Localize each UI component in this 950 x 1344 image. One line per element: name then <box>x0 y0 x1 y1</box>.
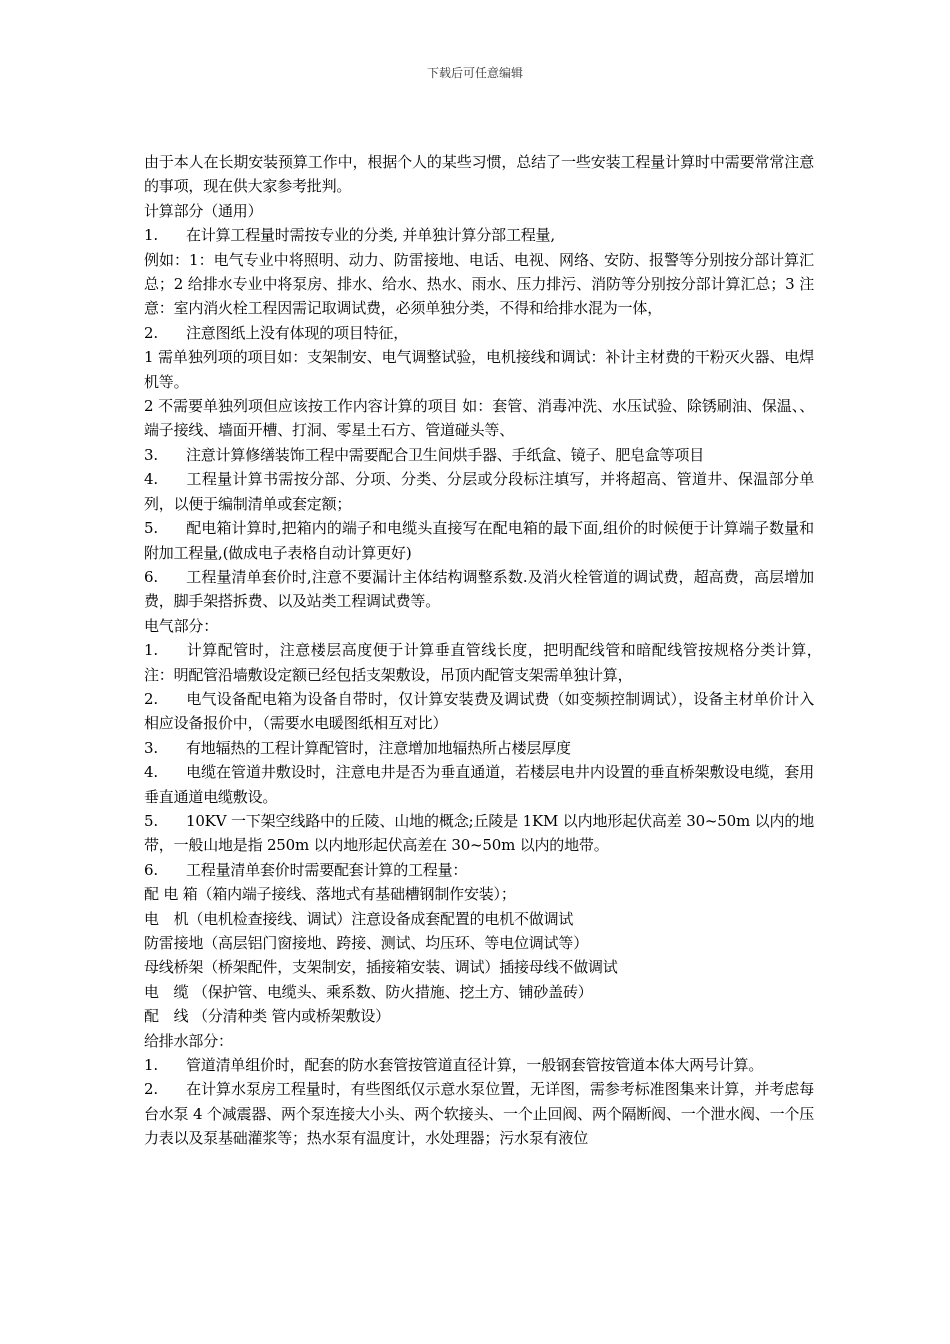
electrical-item-4 <box>144 760 814 809</box>
general-item-5 <box>144 516 814 565</box>
item-number: 6. <box>144 567 158 586</box>
electrical-item-5 <box>144 809 814 858</box>
general-item-3 <box>144 443 814 467</box>
item-number: 2. <box>144 689 158 708</box>
item-number: 4. <box>144 470 158 489</box>
plumbing-item-1 <box>144 1053 814 1077</box>
item-number: 2. <box>144 323 158 342</box>
general-item-2-b: 2 不需要单独列项但应该按工作内容计算的项目 如：套管、消毒冲洗、水压试验、除锈刷油、保温、、端子接线、墙面开槽、打洞、零星土石方、管道碰头等、 <box>144 397 814 440</box>
general-item-6 <box>144 565 814 614</box>
item-number: 4. <box>144 763 158 782</box>
item-text: 计算配管时，注意楼层高度便于计算垂直管线长度，把明配线管和暗配线管按规格分类计算， 注：明配管沿墙敷设定额已经包括支架敷设，吊顶内配管支架需单独计算， <box>144 641 829 684</box>
item-text: 工程量清单套价时,注意不要漏计主体结构调整系数.及消火栓管道的调试费，超高费，高层增加费，脚手架搭拆费、以及站类工程调试费等。 <box>144 567 814 611</box>
electrical-list-1: 配 电 箱（箱内端子接线、落地式有基础槽钢制作安装）； <box>144 885 516 904</box>
item-text: 注意图纸上没有体现的项目特征， <box>186 323 409 342</box>
section-title-electrical: 电气部分： <box>144 616 219 635</box>
item-text: 电缆在管道井敷设时，注意电井是否为垂直通道，若楼层电井内设置的垂直桥架敷设电缆，套用垂直通道电缆敷设。 <box>144 763 814 806</box>
electrical-list-5: 电 缆 （保护管、电缆头、乘系数、防火措施、挖土方、铺砂盖砖） <box>144 982 593 1001</box>
item-number: 1. <box>144 641 158 660</box>
general-item-1-example: 例如：1：电气专业中将照明、动力、防雷接地、电话、电视、网络、安防、报警等分别按分部计算汇总；2 给排水专业中将泵房、排水、给水、热水、雨水、压力排污、消防等分别按分部计算汇总；3 注意：室内消火栓工程因需记取调试费，必须单独分类，不得和给排水混为一体， <box>144 250 814 318</box>
electrical-list-2: 电 机（电机检查接线、调试）注意设备成套配置的电机不做调试 <box>144 909 574 928</box>
item-text: 注意计算修缮装饰工程中需要配合卫生间烘手器、手纸盒、镜子、肥皂盒等项目 <box>186 445 705 464</box>
general-item-4 <box>144 467 814 516</box>
electrical-list-3: 防雷接地（高层铝门窗接地、跨接、测试、均压环、等电位调试等） <box>144 934 589 952</box>
intro-paragraph: 由于本人在长期安装预算工作中，根据个人的某些习惯，总结了一些安装工程量计算时中需要常常注意的事项，现在供大家参考批判。 <box>144 153 814 196</box>
item-number: 5. <box>144 811 158 830</box>
general-item-1 <box>144 223 814 247</box>
item-number: 2. <box>144 1080 158 1099</box>
electrical-item-3 <box>144 736 814 760</box>
plumbing-item-2 <box>144 1077 814 1150</box>
electrical-list-4: 母线桥架（桥架配件，支架制安，插接箱安装、调试）插接母线不做调试 <box>144 958 618 977</box>
section-title-plumbing: 给排水部分： <box>144 1031 233 1050</box>
item-number: 3. <box>144 445 158 464</box>
item-number: 1. <box>144 1056 158 1075</box>
general-item-2-a: 1 需单独列项的项目如：支架制安、电气调整试验，电机接线和调试：补计主材费的干粉灭火器、电焊机等。 <box>144 348 814 391</box>
electrical-item-2 <box>144 687 814 736</box>
item-number: 3. <box>144 738 158 757</box>
item-text: 10KV 一下架空线路中的丘陵、山地的概念;丘陵是 1KM 以内地形起伏高差 30~50m 以内的地带，一般山地是指 250m 以内地形起伏高差在 30~50m 以内的地带。 <box>144 811 814 855</box>
item-number: 5. <box>144 519 158 538</box>
item-text: 工程量清单套价时需要配套计算的工程量： <box>186 860 468 879</box>
item-text: 电气设备配电箱为设备自带时，仅计算安装费及调试费（如变频控制调试），设备主材单价计入相应设备报价中，（需要水电暖图纸相互对比） <box>144 689 814 733</box>
general-item-2 <box>144 321 814 345</box>
item-text: 工程量计算书需按分部、分项、分类、分层或分段标注填写，并将超高、管道井、保温部分单列，以便于编制清单或套定额； <box>144 470 814 513</box>
page-header: 下载后可任意编辑 <box>426 66 523 80</box>
section-title-general: 计算部分（通用） <box>144 201 263 220</box>
item-number: 6. <box>144 860 158 879</box>
item-text: 在计算工程量时需按专业的分类, 并单独计算分部工程量, <box>186 226 555 245</box>
item-number: 1. <box>144 226 158 245</box>
electrical-item-6 <box>144 858 814 882</box>
document-body <box>144 150 829 1151</box>
electrical-item-1 <box>144 638 829 687</box>
electrical-list-6: 配 线 （分清种类 管内或桥架敷设） <box>144 1007 390 1026</box>
item-text: 配电箱计算时,把箱内的端子和电缆头直接写在配电箱的最下面,组价的时候便于计算端子数量和附加工程量,(做成电子表格自动计算更好) <box>144 519 814 562</box>
item-text: 管道清单组价时，配套的防水套管按管道直径计算，一般钢套管按管道本体大两号计算。 <box>186 1056 764 1075</box>
item-text: 有地辐热的工程计算配管时，注意增加地辐热所占楼层厚度 <box>186 738 571 757</box>
item-text: 在计算水泵房工程量时，有些图纸仅示意水泵位置，无详图，需参考标准图集来计算，并考虑每台水泵 4 个减震器、两个泵连接大小头、两个软接头、一个止回阀、两个隔断阀、一个泄水阀、一个压力表以及泵基础灌浆等；热水泵有温度计，水处理器；污水泵有液位 <box>144 1080 814 1148</box>
